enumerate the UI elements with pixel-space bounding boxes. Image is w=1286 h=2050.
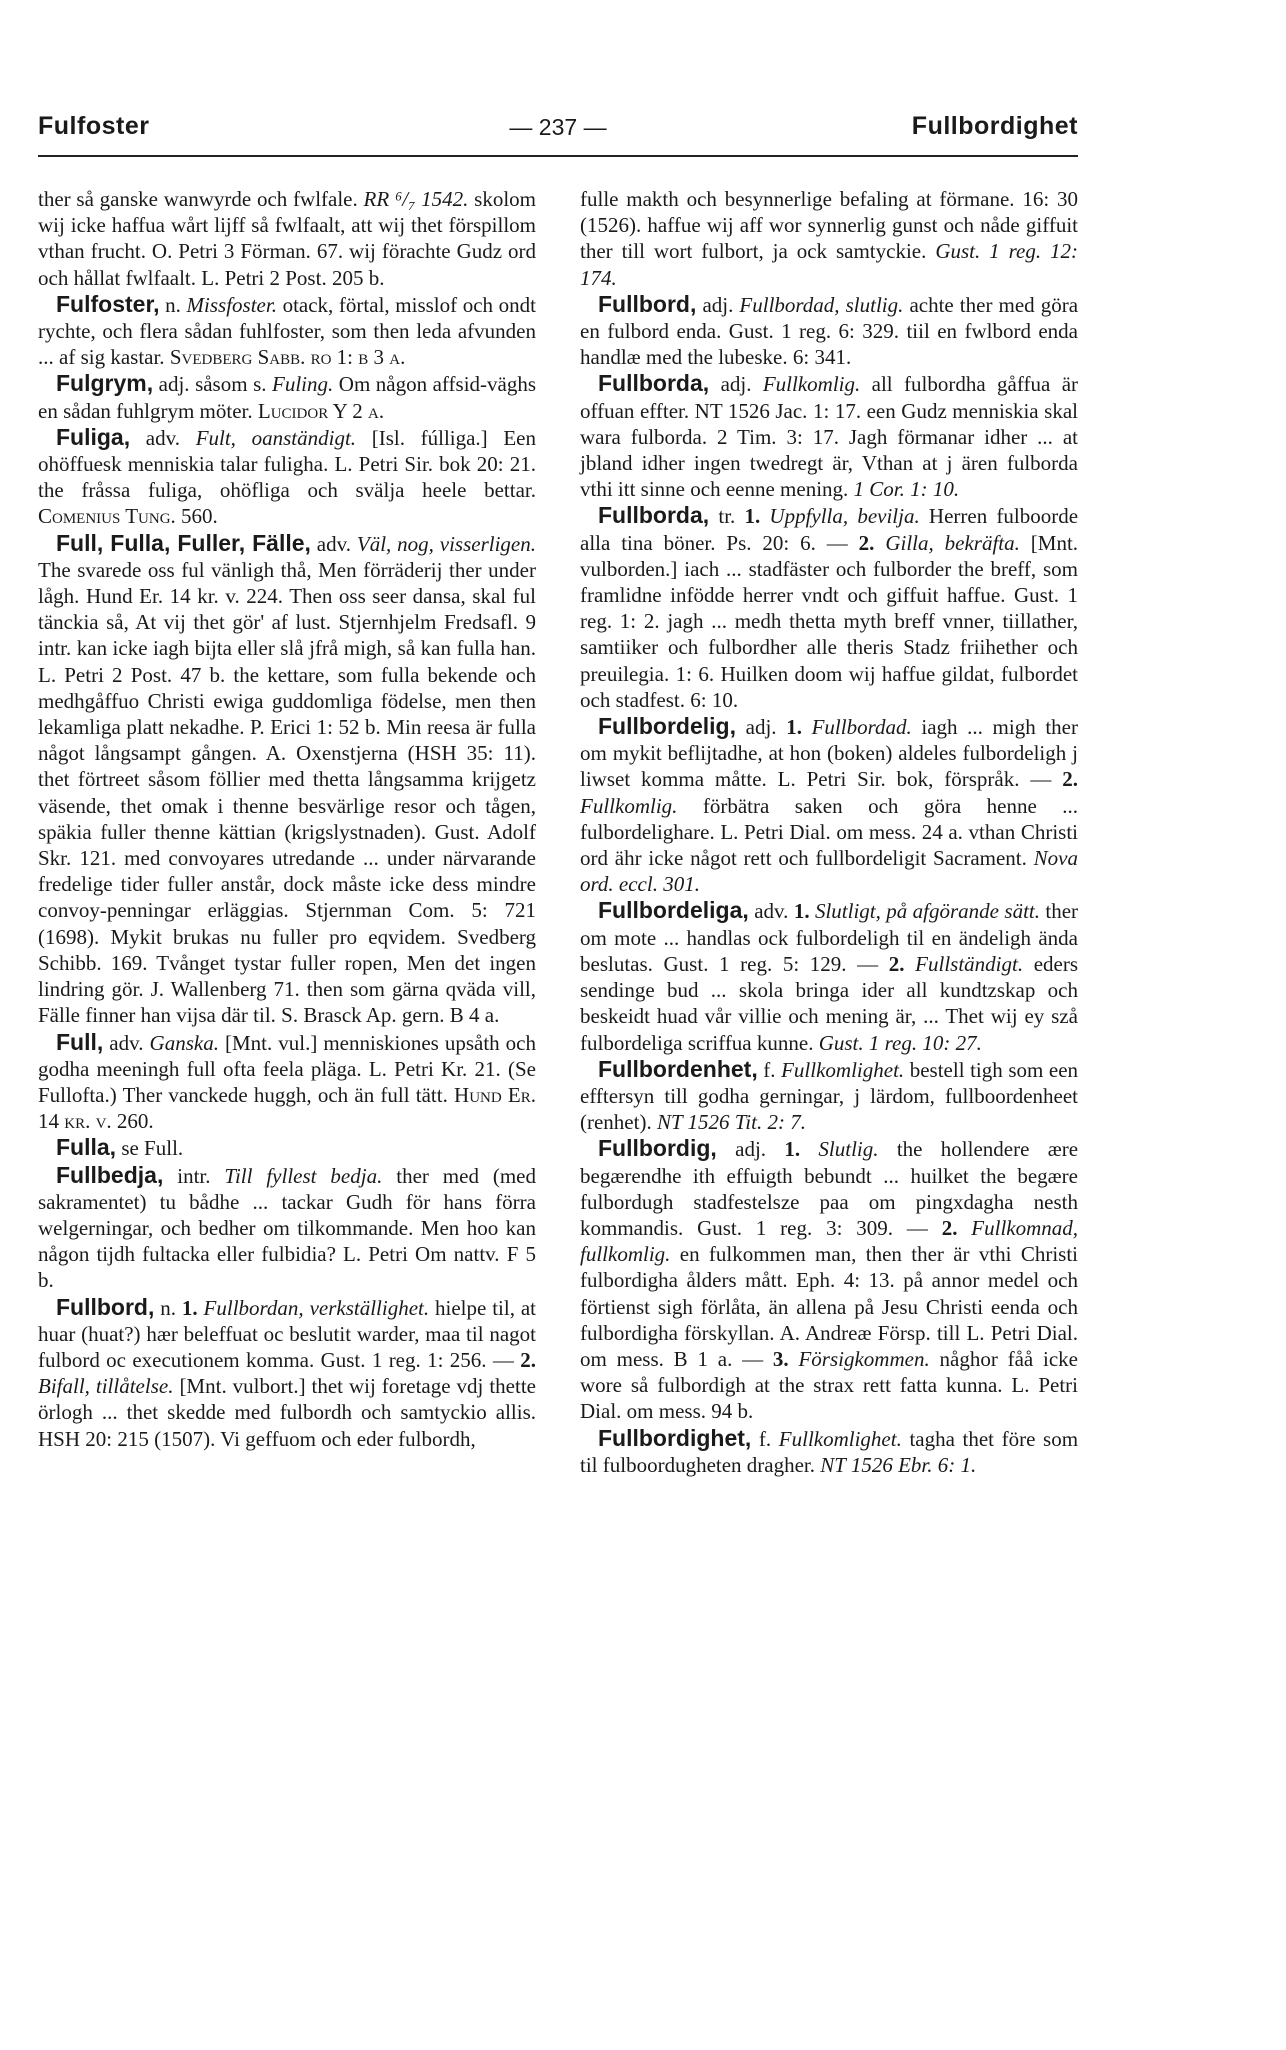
entry-text: all fulbordha gåffua är offuan effter. NT 1526 Jac. 1: 17. een Gudz menniskia skal wara fulborda. 2 Tim. 3: 17. Jagh förmanar idher ... at jbland idher ingen twedregt är, Vthan at j ären fulborda vthi itt sinne och eenne mening. bbox=[580, 372, 1079, 502]
entry-fullbedja bbox=[38, 1162, 536, 1294]
entry-text: f. bbox=[758, 1426, 772, 1451]
entry-text: fulle makth och besynnerlige befaling at förmane. 16: 30 (1526). haffue wij aff wor synnerlig gunst och nåde giffuit ther till wort fulbort, ja ock samtyckie. bbox=[580, 187, 1078, 264]
entry-text: skolom wij icke haffua wårt lijff så fwlfaalt, att wij thet förspillom vthan frucht. O. Petri 3 Förman. 67. wij förachte Gudz ord och hållat fwlfaalt. L. Petri 2 Post. 205 b. bbox=[38, 187, 537, 290]
entry-text: intr. bbox=[177, 1163, 211, 1188]
entry-text: Fullkomlig. bbox=[580, 793, 678, 818]
headword: Fullbordeliga, bbox=[598, 897, 749, 924]
entry-text: tr. bbox=[718, 504, 736, 529]
entry-text: [Isl. fúlliga.] bbox=[371, 425, 488, 450]
headword: Fullbedja, bbox=[56, 1161, 164, 1188]
entry-text: 2. bbox=[888, 951, 905, 976]
entry-fullbordig bbox=[580, 1135, 1078, 1424]
entry-text: 1. bbox=[744, 504, 761, 529]
entry-full-fulla bbox=[38, 530, 536, 1029]
headword: Fullborda, bbox=[598, 502, 710, 529]
headword: Fullbordelig, bbox=[598, 713, 736, 740]
entry-fullbord-adj bbox=[580, 291, 1078, 371]
entry-text: eders sendinge bud ... skola bringa ider all kundtzskap och beskeidt huad vår villie och mening är, ... Thet wij ey szå fulbordeliga scriffua kunne. bbox=[580, 951, 1079, 1055]
entry-text: Slutlig. bbox=[818, 1137, 879, 1162]
entry-text: [Mnt. vulborden.] bbox=[580, 530, 1079, 581]
entry-fulla-ref bbox=[38, 1134, 536, 1161]
entry-text: adv. bbox=[316, 531, 351, 556]
entry-text: Gust. 1 reg. 12: 174. bbox=[580, 239, 1078, 290]
entry-text: 2. bbox=[1062, 767, 1079, 792]
headword: Full, bbox=[56, 1028, 104, 1055]
entry-text: Fullständigt. bbox=[915, 951, 1024, 976]
headword: Full, Fulla, Fuller, Fälle, bbox=[56, 529, 311, 556]
entry-fullborda-adj bbox=[580, 370, 1078, 502]
entry-text: 1 Cor. 1: 10. bbox=[853, 477, 960, 502]
entry-text: Slutligt, på afgörande sätt. bbox=[814, 899, 1040, 924]
entry-text: The svarede oss ful vänligh thå, Men förräderij ther under lågh. Hund Er. 14 kr. v. 224. Then oss seer dansa, skal ful tänckia så, At vij thet gör' af lust. Stjernhjelm Fredsafl. 9 intr. kan icke iagh bijta eller slå jfrå migh, så kan fulla han. L. Petri 2 Post. 47 b. the kettare, som fulla bekende och medhgåffuo Christi ewiga guddomliga födelse, men then lekamliga platt nekadhe. P. Erici 1: 52 b. Min reesa är fulla något långsampt gången. A. Oxenstjerna (HSH 35: 11). thet förtreet såsom föllier med thetta långsamma krijgetz väsende, thet omak i thenne besvärlige resor och tågen, späkia fuller thenne kättian (krigslystnaden). Gust. Adolf Skr. 121. med convoyares utredande ... under närvarande fredelige tider fuller anstår, dock måste icke dess mindre convoy-penningar erläggias. Stjernman Com. 5: 721 (1698). Mykit brukas nu fuller pro eqvidem. Svedberg Schibb. 169. Tvånget tystar fuller ropen, Men det ingen lindring gör. J. Wallenberg 71. then som gärna qväda vill, Fälle finner han vijsa där til. S. Brasck Ap. gern. B 4 a. bbox=[38, 557, 536, 1028]
entry-fullbordelig bbox=[580, 713, 1078, 897]
entry-text: the hollendere ære begærendhe ith effuigth bebundt ... huilket the begære fulbordugh stadfestelsze paa om pingxdagha nesth kommandis. Gust. 1 reg. 3: 309. — bbox=[580, 1137, 1079, 1240]
entry-text: Een ohöffuesk menniskia talar fuligha. L. Petri Sir. bok 20: 21. the fråssa fuliga, ohöfliga och svälja heele bettar. bbox=[38, 425, 537, 503]
entry-text: 1. bbox=[784, 1137, 801, 1162]
entry-text: förbätra saken och göra henne ... fulbordelighare. L. Petri Dial. om mess. 24 a. vthan Christi ord ähr icke något rett och fullbordeligit Sacrament. bbox=[580, 793, 1079, 871]
entry-fullbordeliga bbox=[580, 897, 1078, 1055]
entry-text: adj. bbox=[702, 292, 734, 317]
entry-text: Fuling. bbox=[272, 372, 334, 397]
entry-text: adj. bbox=[735, 1137, 767, 1162]
page-number: — 237 — bbox=[509, 114, 607, 140]
entry-text: en fulkommen man, then ther är vthi Christi fulbordigha ålders mått. Eph. 4: 13. på annor medel och förtienst sigh förlåta, än allena på Jesu Christi eenda och fulbordigha förskyllan. A. Andreæ Försp. till L. Petri Dial. om mess. B 1 a. — bbox=[580, 1242, 1078, 1371]
entry-text: n. bbox=[165, 292, 181, 317]
entry-text: Fullbordan, verkställighet. bbox=[203, 1295, 430, 1320]
entry-continuation bbox=[580, 186, 1078, 291]
entry-text: Fullkomnad, fullkomlig. bbox=[580, 1215, 1079, 1267]
headword: Fullbord, bbox=[56, 1293, 155, 1320]
entry-continuation bbox=[38, 186, 536, 291]
entry-text: NT 1526 Tit. 2: 7. bbox=[656, 1110, 806, 1135]
entry-text: se Full. bbox=[121, 1136, 184, 1161]
entry-text: Ganska. bbox=[149, 1030, 219, 1055]
entry-text: iagh ... migh ther om mykit beflijtadhe, at hon (boken) aldeles fulbordeligh j liwset komma måtte. L. Petri Sir. bok, förspråk. — bbox=[580, 715, 1078, 792]
entry-text: Gilla, bekräfta. bbox=[885, 530, 1020, 555]
entry-text: f. bbox=[763, 1057, 776, 1082]
entry-text: Fullkomlig. bbox=[762, 372, 861, 397]
entry-text: Fult, oanständigt. bbox=[195, 425, 357, 450]
entry-text: [Mnt. vul.] bbox=[224, 1030, 318, 1055]
entry-fullbord-n bbox=[38, 1294, 536, 1452]
entry-text: Till fyllest bedja. bbox=[224, 1163, 383, 1188]
entry-text: såsom s. bbox=[195, 372, 267, 397]
entry-text: Försigkommen. bbox=[798, 1346, 930, 1371]
entry-fullbordighet bbox=[580, 1425, 1078, 1478]
entry-text: adj. bbox=[720, 372, 752, 397]
page-header bbox=[38, 112, 1078, 152]
entry-text: ther om mote ... handlas ock fulbordeligh til en ändeligh ända beslutas. Gust. 1 reg. 5: 129. — bbox=[580, 899, 1079, 976]
entry-text: 2. bbox=[858, 530, 875, 555]
entry-text: otack, förtal, misslof och ondt rychte, och flera sådan fuhlfoster, som then leda afvunden ... af sig kastar. bbox=[38, 292, 537, 370]
entry-text: 2. bbox=[941, 1215, 958, 1240]
entry-text: adv. bbox=[109, 1030, 144, 1055]
entry-text: Bifall, tillåtelse. bbox=[38, 1374, 174, 1399]
right-guide-word: Fullbordighet bbox=[911, 112, 1078, 140]
entry-text: ther med (med sakramentet) tu bådhe ... tackar Gudh för hans förra welgerningar, och bedher om tilkommande. Men hoo kan någon tijdh fultacka eller fulbidia? L. Petri Om nattv. F 5 b. bbox=[38, 1163, 536, 1293]
headword: Fuliga, bbox=[56, 423, 131, 450]
entry-text: Uppfylla, bevilja. bbox=[769, 504, 920, 529]
headword: Fullbordig, bbox=[598, 1135, 717, 1162]
entry-text: Fullbordad. bbox=[811, 715, 912, 740]
entry-fulfoster bbox=[38, 291, 536, 371]
entry-fuliga bbox=[38, 424, 536, 530]
entry-text: adv. bbox=[145, 425, 181, 450]
header-rule bbox=[38, 155, 1078, 157]
entry-text: Om någon affsid-väghs en sådan fuhlgrym möter. bbox=[38, 372, 537, 423]
headword: Fullborda, bbox=[598, 370, 710, 397]
entry-text: adj. bbox=[745, 715, 777, 740]
entry-text: 1. bbox=[793, 899, 810, 924]
entry-text: adv. bbox=[754, 899, 789, 924]
entry-fullborda-tr bbox=[580, 502, 1078, 713]
headword: Fulfoster, bbox=[56, 290, 160, 317]
entry-text: 1. bbox=[181, 1295, 198, 1320]
entry-text: 2. bbox=[520, 1347, 536, 1372]
entry-text: Nova ord. eccl. 301. bbox=[580, 846, 1078, 897]
entry-text: menniskiones upsåth och godha meeningh full ofta feela pläga. L. Petri Kr. 21. (Se Fullofta.) Ther vanckede huggh, och än full tätt. bbox=[38, 1030, 536, 1107]
entry-text: Lucidor Y 2 a. bbox=[257, 398, 385, 423]
entry-text: Gust. 1 reg. 10: 27. bbox=[818, 1030, 982, 1055]
entry-text: n. bbox=[160, 1295, 177, 1320]
entry-fulgrym bbox=[38, 370, 536, 423]
headword: Fullbordenhet, bbox=[598, 1055, 758, 1082]
entry-text: någhor fåå icke wore så fulbordigh at the strax rett fatta kunna. bbox=[580, 1346, 1079, 1398]
entry-text: adj. bbox=[158, 372, 190, 397]
entry-text: Fullkomlighet. bbox=[778, 1426, 902, 1451]
entry-full-ganska bbox=[38, 1029, 536, 1135]
entry-text: Hund Er. 14 kr. v. 260. bbox=[38, 1082, 536, 1134]
left-guide-word: Fulfoster bbox=[38, 112, 150, 140]
left-column bbox=[38, 186, 536, 1452]
headword: Fullbordighet, bbox=[598, 1424, 752, 1451]
entry-text: achte ther med göra en fulbord enda. Gust. 1 reg. 6: 329. tiil en fwlbord enda handlæ med the lubeske. 6: 341. bbox=[580, 292, 1079, 370]
entry-text: iach ... stadfäster och fulborder the breff, som framlidne infödde herrer vndt och giffuit haffue. Gust. 1 reg. 1: 2. jagh ... medh thetta myth breff vnner, tiillather, samtiiker och fulbordher alle theris Stadz friihether och preuilegia. 1: 6. Huilken doom wij haffue gildat, fulbordet och stadfest. bbox=[580, 556, 1078, 712]
entry-text: bestell tigh som een efftersyn till godha gerningar, j lärdom, fullboordenheet (renhet). bbox=[580, 1057, 1079, 1135]
entry-text: Herren fulboorde alla tina böner. Ps. 20: 6. — bbox=[580, 504, 1079, 555]
entry-text: Missfoster. bbox=[186, 292, 277, 317]
entry-text: Fullkomlighet. bbox=[781, 1057, 905, 1082]
entry-text: 6: 10. bbox=[690, 687, 739, 712]
entry-text: [Mnt. vulbort.] bbox=[179, 1374, 306, 1399]
entry-text: thet wij foretage vdj thette örlogh ... thet skedde med fulbordh och samtyckio allis. HSH 20: 215 (1507). Vi geffuom och eder fulbordh, bbox=[38, 1374, 536, 1451]
entry-text: Väl, nog, visserligen. bbox=[356, 531, 537, 556]
entry-text: ther så ganske wanwyrde och fwlfale. bbox=[38, 187, 358, 211]
headword: Fulla, bbox=[56, 1134, 117, 1161]
entry-fullbordenhet bbox=[580, 1056, 1078, 1136]
headword: Fulgrym, bbox=[56, 370, 154, 397]
entry-text: Comenius Tung. 560. bbox=[38, 504, 218, 529]
entry-text: Fullbordad, slutlig. bbox=[739, 292, 904, 317]
entry-text: 1. bbox=[786, 715, 802, 740]
right-column bbox=[580, 186, 1078, 1478]
entry-text: NT 1526 Ebr. 6: 1. bbox=[820, 1452, 977, 1477]
entry-text: tagha thet före som til fulboordugheten dragher. bbox=[580, 1426, 1079, 1477]
entry-text: 3. bbox=[772, 1346, 789, 1371]
entry-text: Svedberg Sabb. ro 1: b 3 a. bbox=[169, 345, 406, 370]
entry-text: RR ⁶/₇ 1542. bbox=[363, 187, 469, 211]
entry-text: hielpe til, at huar (huat?) hær beleffuat oc beslutit warder, maa til nagot fulbord oc executionem komma. Gust. 1 reg. 1: 256. — bbox=[38, 1295, 537, 1372]
entry-text: L. Petri Dial. om mess. 94 b. bbox=[580, 1373, 1079, 1424]
headword: Fullbord, bbox=[598, 290, 697, 317]
